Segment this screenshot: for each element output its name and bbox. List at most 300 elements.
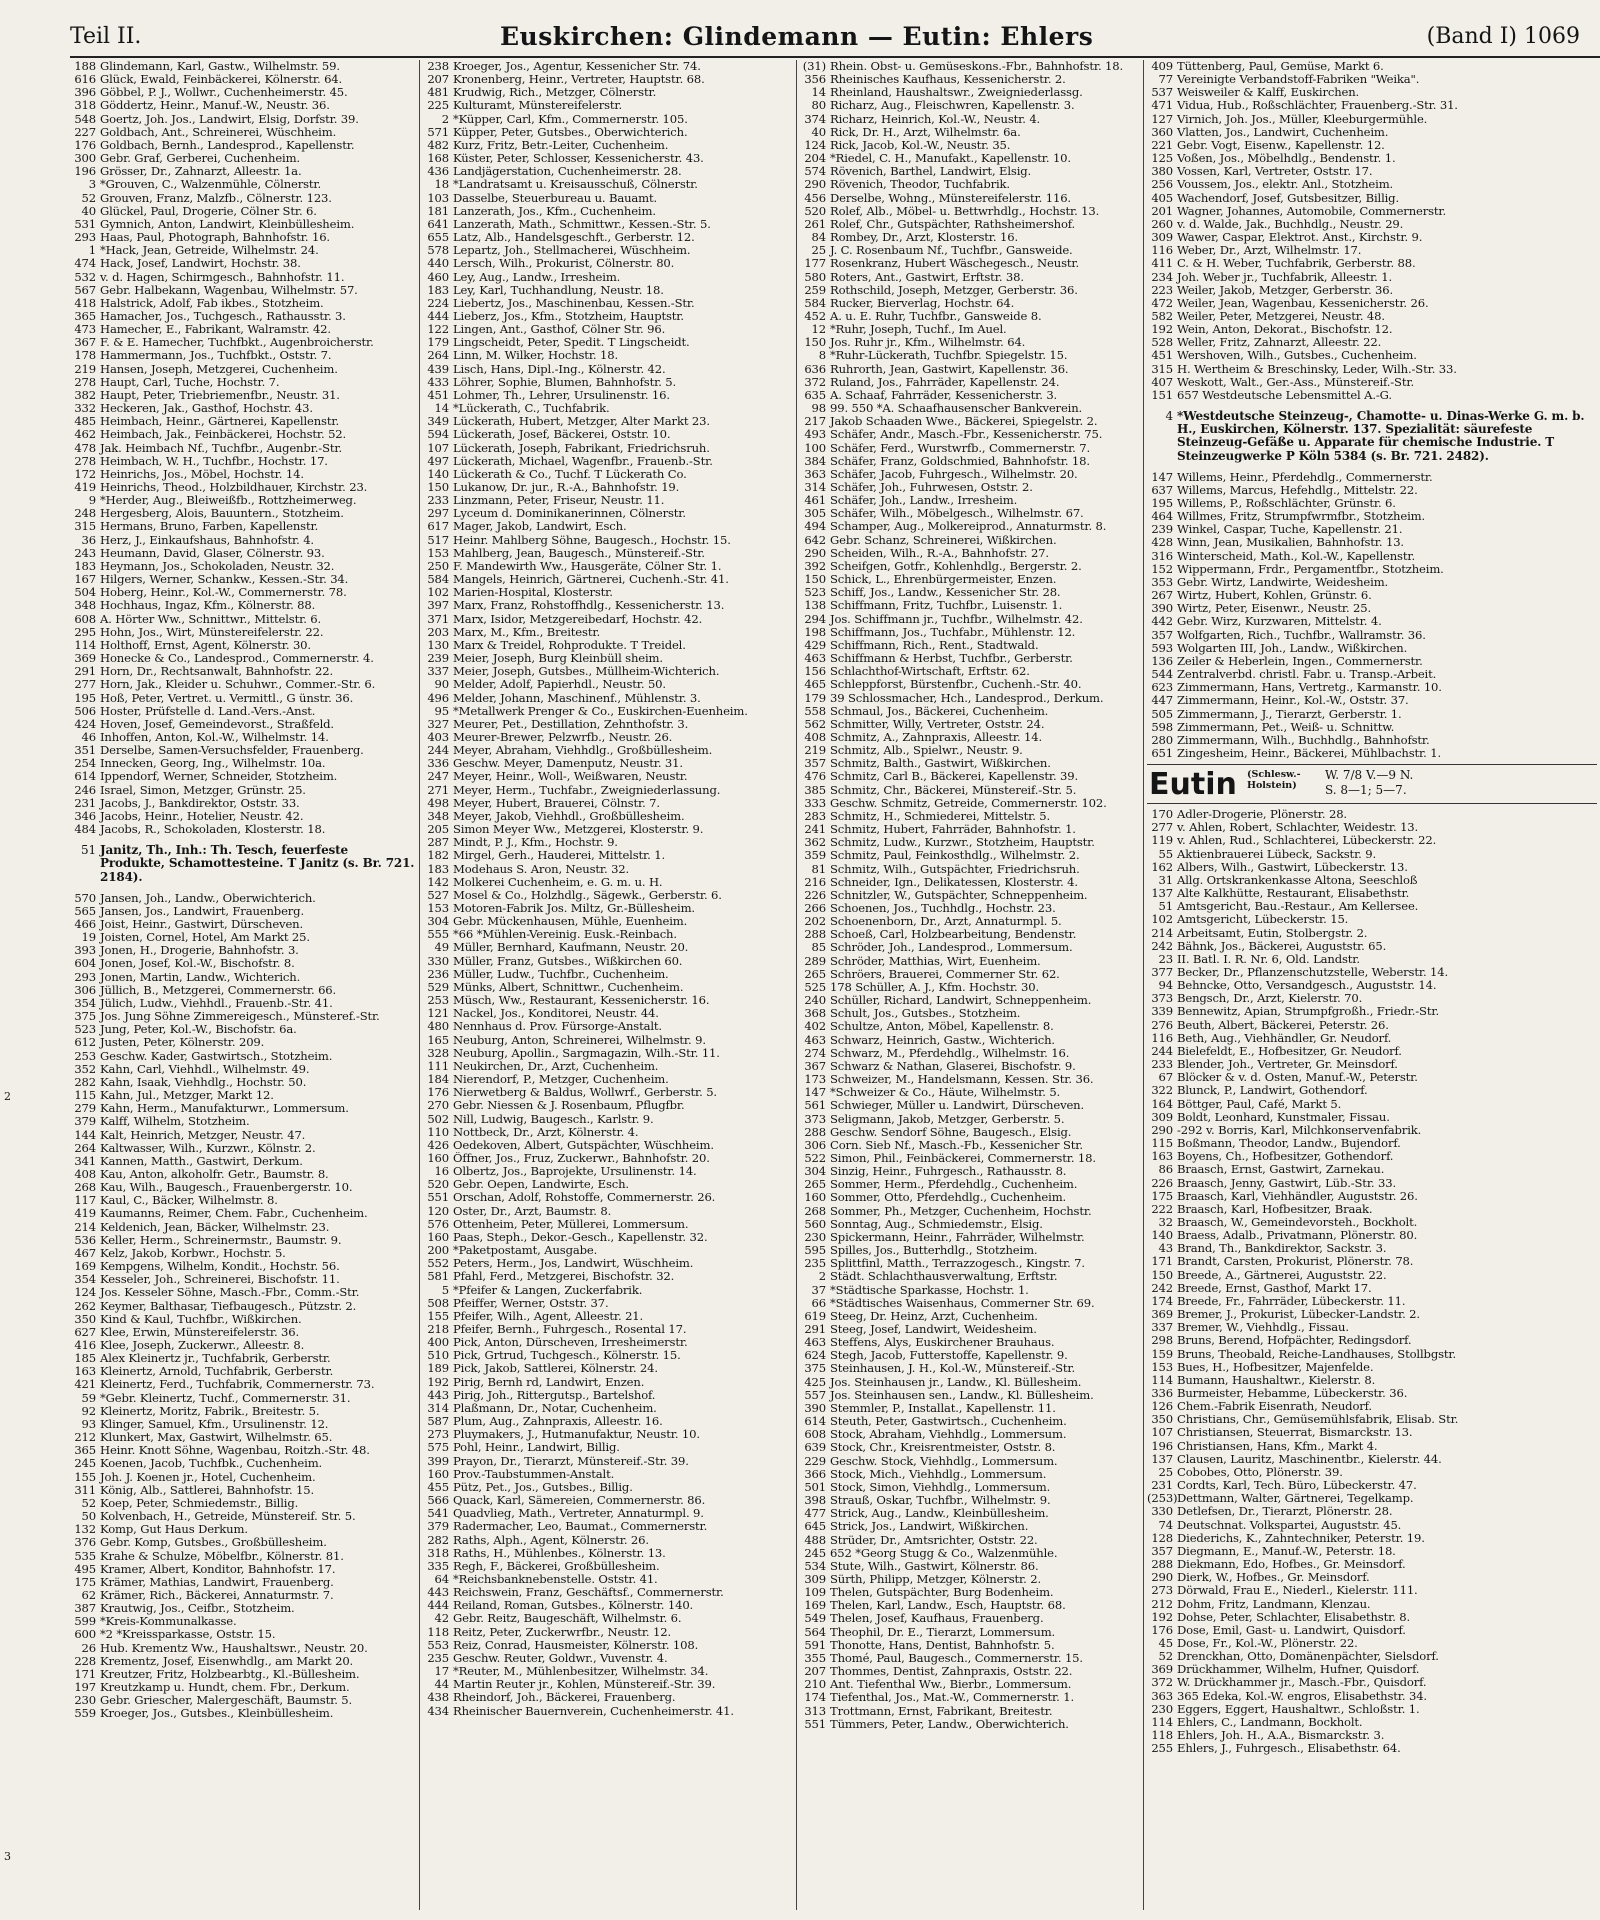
subscriber-text: Joist, Heinr., Gastwirt, Dürscheven. [100,918,304,931]
phone-number: 248 [74,507,96,521]
phone-number: 171 [74,1667,96,1681]
phone-number: 403 [427,730,449,744]
directory-entry [70,1089,416,1102]
office-hours: W. 7/8 V.—9 N. S. 8—1; 5—7. [1325,768,1414,798]
directory-entry [1147,536,1597,549]
phone-number: 170 [1151,808,1173,822]
phone-number: 520 [804,204,826,218]
directory-entry [1147,1519,1597,1532]
directory-entry [1147,1019,1597,1032]
subscriber-text: Ehlers, Joh. H., A.A., Bismarckstr. 3. [1177,1729,1385,1743]
directory-entry [1147,1150,1597,1163]
subscriber-text: Geschw. Meyer, Damenputz, Neustr. 31. [453,757,683,771]
phone-number: 529 [427,980,449,994]
directory-entry [423,152,793,165]
subscriber-text: Kelz, Jakob, Korbwr., Hochstr. 5. [100,1246,286,1260]
subscriber-text: A. Schaaf, Fahrräder, Kessenicherstr. 3. [830,388,1058,402]
phone-number: 309 [1151,1110,1173,1124]
subscriber-text: Stock, Mich., Viehhdlg., Lommersum. [830,1467,1047,1481]
subscriber-text: Schiffmann, Jos., Tuchfabr., Mühlenstr. 12. [830,625,1076,639]
directory-entry [1147,205,1597,218]
subscriber-text: F. Mandewirth Ww., Hausgeräte, Cölner Str. 1. [453,559,722,573]
subscriber-text: Stute, Wilh., Gastwirt, Kölnerstr. 86. [830,1559,1039,1573]
directory-entry [1147,1137,1597,1150]
directory-entry [800,1297,1140,1310]
phone-number: 103 [427,191,449,205]
subscriber-text: Alte Kalkhütte, Restaurant, Elisabethstr. [1177,887,1410,901]
subscriber-text: Rombey, Dr., Arzt, Klosterstr. 16. [830,231,1018,245]
directory-entry [800,1494,1140,1507]
directory-entry [800,836,1140,849]
subscriber-text: Kurz, Fritz, Betr.-Leiter, Cuchenheim. [453,138,669,152]
phone-number: 107 [427,441,449,455]
directory-entry [423,178,793,191]
subscriber-text: Böttger, Paul, Café, Markt 5. [1177,1097,1342,1111]
subscriber-text: Neuburg, Apollin., Sargmagazin, Wilh.-Str. 11. [453,1046,720,1060]
directory-entry [1147,297,1597,310]
subscriber-text: Ehlers, J., Fuhrgesch., Elisabethstr. 64. [1177,1742,1401,1756]
directory-entry [70,560,416,573]
phone-number: 169 [804,1599,826,1613]
subscriber-text: Sommer, Ph., Metzger, Cuchenheim, Hochstr. [830,1204,1092,1218]
phone-number: 265 [804,967,826,981]
phone-number: 55 [1158,847,1173,861]
directory-entry [70,757,416,770]
directory-entry [800,678,1140,691]
directory-entry [423,1034,793,1047]
subscriber-text: Braasch, Karl, Hofbesitzer, Braak. [1177,1202,1373,1216]
subscriber-text: Krämer, Mathias, Landwirt, Frauenberg. [100,1575,334,1589]
directory-entry [423,823,793,836]
phone-number: 1 [88,244,96,258]
phone-number: 642 [804,533,826,547]
subscriber-text: Melder, Adolf, Papierhdl., Neustr. 50. [453,678,666,692]
subscriber-text: Müller, Bernhard, Kaufmann, Neustr. 20. [453,941,689,955]
subscriber-text: Schmitz, Balth., Gastwirt, Wißkirchen. [830,757,1051,771]
phone-number: 261 [804,217,826,231]
phone-number: 567 [74,283,96,297]
phone-number: 242 [1151,1281,1173,1295]
subscriber-text: Voussem, Jos., elektr. Anl., Stotzheim. [1177,178,1394,192]
subscriber-text: Zimmermann, J., Tierarzt, Gerberstr. 1. [1177,707,1402,721]
directory-entry [423,297,793,310]
directory-entry [423,849,793,862]
directory-entry [70,692,416,705]
subscriber-text: Goertz, Joh. Jos., Landwirt, Elsig, Dorfstr. 39. [100,112,359,126]
phone-number: 50 [81,1510,96,1524]
directory-entry [800,731,1140,744]
directory-entry [1147,1492,1597,1505]
phone-number: 527 [427,888,449,902]
directory-entry [70,165,416,178]
directory-entry [423,981,793,994]
phone-number: 425 [804,1375,826,1389]
subscriber-text: Gebr. Oepen, Landwirte, Esch. [453,1178,629,1192]
directory-entry [423,231,793,244]
phone-number: 268 [804,1204,826,1218]
phone-number: 37 [811,1283,826,1297]
phone-number: 396 [74,86,96,100]
directory-entry [423,520,793,533]
phone-number: 402 [804,1020,826,1034]
subscriber-text: Pütz, Pet., Jos., Gutsbes., Billig. [453,1480,633,1494]
directory-entry [800,757,1140,770]
directory-entry [800,573,1140,586]
subscriber-text: Jansen, Jos., Landwirt, Frauenberg. [100,904,304,918]
directory-entry [1147,1545,1597,1558]
phone-number: 522 [804,1151,826,1165]
directory-entry [1147,966,1597,979]
phone-number: 318 [74,99,96,113]
directory-entry [70,494,416,507]
phone-number: 619 [804,1309,826,1323]
phone-number: 304 [804,1165,826,1179]
directory-entry [1147,615,1597,628]
phone-number: 226 [1151,1176,1173,1190]
phone-number: 360 [1151,125,1173,139]
directory-entry [1147,940,1597,953]
phone-number: 419 [74,481,96,494]
directory-entry [70,336,416,349]
phone-number: 227 [74,125,96,139]
directory-entry [423,1639,793,1652]
directory-entry [70,1418,416,1431]
directory-entry [423,678,793,691]
subscriber-text: *Gebr. Kleinertz, Tuchf., Commernerstr. 31. [100,1391,351,1405]
phone-number: 535 [74,1549,96,1563]
subscriber-text: König, Alb., Sattlerei, Bahnhofstr. 15. [100,1483,315,1497]
phone-number: 309 [1151,231,1173,245]
phone-number: 238 [427,60,449,73]
subscriber-text: *Westdeutsche Steinzeug-, Chamotte- u. Dinas-Werke G. m. b. H., Euskirchen, Kölnerstr. 137. Spezialität: säurefeste Steinzeug-Gefäße u. Apparate für chemische Industrie. T Steinzeugwerke P Köln 5384 (s. Br. 721. 2482). [1177,410,1585,463]
subscriber-text: Krämer, Rich., Bäckerei, Annaturmstr. 7. [100,1588,334,1602]
subscriber-text: Jüllich, B., Metzgerei, Commernerstr. 66. [100,983,337,997]
subscriber-text: Joisten, Cornel, Hotel, Am Markt 25. [100,931,310,945]
directory-entry [800,1468,1140,1481]
phone-number: 408 [74,1167,96,1181]
phone-number: 201 [1151,204,1173,218]
subscriber-text: Dose, Emil, Gast- u. Landwirt, Quisdorf. [1177,1623,1406,1637]
phone-number: 528 [1151,336,1173,350]
subscriber-text: 178 Schüller, A. J., Kfm. Hochstr. 30. [830,980,1039,994]
directory-entry [70,984,416,997]
directory-entry [1147,953,1597,966]
directory-entry [423,1507,793,1520]
subscriber-text: *Grouven, C., Walzenmühle, Cölnerstr. [100,178,322,192]
phone-number: 36 [81,533,96,547]
phone-number: 397 [427,599,449,613]
phone-number: 371 [427,612,449,626]
phone-number: 102 [1151,913,1173,927]
directory-entry [1147,1479,1597,1492]
subscriber-text: Scheiden, Wilh., R.-A., Bahnhofstr. 27. [830,546,1049,560]
subscriber-text: Mahlberg, Jean, Baugesch., Münstereif.-Str. [453,546,705,560]
phone-number: 164 [1151,1097,1173,1111]
phone-number: 362 [804,836,826,850]
directory-entry [423,1323,793,1336]
directory-entry [423,1297,793,1310]
directory-entry [70,1602,416,1615]
subscriber-text: Steffens, Alys, Euskirchener Brauhaus. [830,1336,1055,1350]
phone-number: 627 [74,1325,96,1339]
subscriber-text: Schmitz, Paul, Feinkosthdlg., Wilhelmstr. 2. [830,849,1080,863]
directory-entry [423,639,793,652]
directory-entry [423,271,793,284]
phone-number: 357 [804,757,826,771]
phone-number: 311 [74,1483,96,1497]
phone-number: 118 [1151,1729,1173,1743]
phone-number: 510 [427,1349,449,1363]
subscriber-text: Raths, Alph., Agent, Kölnerstr. 26. [453,1533,649,1547]
phone-number: 367 [804,1059,826,1073]
margin-mark: 3 [4,1850,11,1863]
subscriber-text: Linn, M. Wilker, Hochstr. 18. [453,349,618,363]
subscriber-text: Geschw. Schmitz, Getreide, Commernerstr. 102. [830,796,1107,810]
directory-entry [423,902,793,915]
directory-entry [423,1349,793,1362]
phone-number: 207 [804,1665,826,1679]
subscriber-text: Bähnk, Jos., Bäckerei, Auguststr. 65. [1177,939,1387,953]
phone-number: 59 [81,1391,96,1405]
subscriber-text: 657 Westdeutsche Lebensmittel A.-G. [1177,388,1392,402]
subscriber-text: Clausen, Lauritz, Maschinentbr., Kielerstr. 44. [1177,1452,1442,1466]
subscriber-text: Lyceum d. Dominikanerinnen, Cölnerstr. [453,507,686,521]
phone-number: 433 [427,375,449,389]
directory-entry [800,928,1140,941]
directory-entry [1147,821,1597,834]
phone-number: 109 [804,1586,826,1600]
phone-number: 409 [1151,60,1173,73]
phone-number: 348 [427,809,449,823]
subscriber-text: Melder, Johann, Maschinenf., Mühlenstr. 3. [453,691,701,705]
directory-entry [70,1168,416,1181]
subscriber-text: Peters, Herm., Jos, Landwirt, Wüschheim. [453,1257,694,1271]
directory-entry [423,626,793,639]
phone-number: 595 [804,1244,826,1258]
phone-number: 235 [804,1257,826,1271]
region-label: (Schlesw.- Holstein) [1247,769,1301,792]
directory-entry [1147,992,1597,1005]
directory-entry [800,1178,1140,1191]
subscriber-text: Schröers, Brauerei, Commerner Str. 62. [830,967,1060,981]
subscriber-text: Ant. Tiefenthal Ww., Bierbr., Lommersum. [830,1678,1072,1692]
subscriber-text: Nackel, Jos., Konditorei, Neustr. 44. [453,1007,659,1021]
directory-entry [423,205,793,218]
phone-number: 205 [427,823,449,837]
phone-number: 160 [804,1191,826,1205]
subscriber-text: Braasch, W., Gemeindevorsteh., Bockholt. [1177,1215,1418,1229]
phone-number: 608 [74,612,96,626]
directory-entry [423,692,793,705]
subscriber-text: Schmitz, H., Schmiederei, Mittelstr. 5. [830,809,1051,823]
subscriber-text: Zimmermann, Heinr., Kol.-W., Oststr. 37. [1177,694,1409,708]
phone-number: 372 [1151,1676,1173,1690]
subscriber-text: Quadvlieg, Math., Vertreter, Annaturmpl. 9. [453,1507,704,1521]
directory-entry [1147,1203,1597,1216]
phone-number: 276 [1151,1018,1173,1032]
subscriber-text: Wagner, Johannes, Automobile, Commernerstr. [1177,204,1447,218]
phone-number: 496 [427,691,449,705]
phone-number: 45 [1158,1636,1173,1650]
subscriber-text: Lückerath & Co., Tuchf. T Lückerath Co. [453,467,687,481]
subscriber-text: Kleinertz, Moritz, Fabrik., Breitestr. 5. [100,1404,320,1418]
phone-number: 562 [804,717,826,731]
directory-entry [70,1194,416,1207]
directory-entry [423,60,793,73]
phone-number: 531 [74,217,96,231]
phone-number: 288 [804,1125,826,1139]
subscriber-text: Sonntag, Aug., Schmiedemstr., Elsig. [830,1217,1043,1231]
subscriber-text: Kesseler, Joh., Schreinerei, Bischofstr. 11. [100,1273,340,1287]
phone-number: 119 [1151,834,1173,848]
directory-entry [70,1457,416,1470]
phone-number: 216 [804,875,826,889]
subscriber-text: Steinhausen, J. H., Kol.-W., Münstereif.-Str. [830,1362,1076,1376]
phone-number: 147 [1151,470,1173,484]
subscriber-text: Horn, Jak., Kleider u. Schuhwr., Commer.-Str. 6. [100,678,376,692]
phone-number: 316 [1151,549,1173,563]
directory-entry [800,534,1140,547]
directory-entry [1147,376,1597,389]
subscriber-text: Klee, Erwin, Münstereifelerstr. 36. [100,1325,300,1339]
phone-number: 498 [427,796,449,810]
subscriber-text: Thelen, Karl, Landw., Esch, Hauptstr. 68. [830,1599,1066,1613]
phone-number: 465 [804,678,826,692]
phone-number: 574 [804,165,826,179]
phone-number: 578 [427,244,449,258]
subscriber-text: Krudwig, Rich., Metzger, Cölnerstr. [453,86,657,100]
directory-entry [70,626,416,639]
directory-entry [423,968,793,981]
directory-entry [800,165,1140,178]
directory-entry [70,178,416,191]
directory-entry [800,1560,1140,1573]
phone-number: 400 [427,1336,449,1350]
phone-number: 124 [804,138,826,152]
subscriber-text: Meier, Joseph, Burg Kleinbüll sheim. [453,652,663,666]
phone-number: 160 [427,1151,449,1165]
phone-number: 558 [804,704,826,718]
phone-number: 147 [804,1086,826,1100]
subscriber-text: Münks, Albert, Schnittwr., Cuchenheim. [453,980,684,994]
directory-entry [423,1560,793,1573]
subscriber-text: Thommes, Dentist, Zahnpraxis, Oststr. 22. [830,1665,1073,1679]
phone-number: 356 [804,73,826,87]
subscriber-text: Müller, Franz, Gutsbes., Wißkirchen 60. [453,954,683,968]
subscriber-text: Wolgarten III, Joh., Landw., Wißkirchen. [1177,641,1408,655]
phone-number: 150 [1151,1268,1173,1282]
directory-entry [423,244,793,257]
directory-entry [800,60,1140,73]
subscriber-text: Richarz, Aug., Fleischwren, Kapellenstr. 3. [830,99,1075,113]
subscriber-text: Heckeren, Jak., Gasthof, Hochstr. 43. [100,402,313,416]
directory-entry [1147,271,1597,284]
directory-entry [800,1126,1140,1139]
subscriber-text: *Riedel, C. H., Manufakt., Kapellenstr. 10. [830,152,1071,166]
directory-entry [800,376,1140,389]
subscriber-text: -292 v. Borris, Karl, Milchkonservenfabrik. [1177,1123,1422,1137]
phone-number: 557 [804,1388,826,1402]
directory-entry [800,99,1140,112]
subscriber-text: Janitz, Th., Inh.: Th. Tesch, feuerfeste Produkte, Schamottesteine. T Janitz (s. Br. 721. 2184). [100,844,415,884]
phone-number: 142 [427,875,449,889]
directory-entry [1147,126,1597,139]
directory-entry [423,1126,793,1139]
phone-number: 137 [1151,887,1173,901]
directory-entry [70,1155,416,1168]
subscriber-text: Adler-Drogerie, Plönerstr. 28. [1177,808,1347,822]
directory-entry [1147,1453,1597,1466]
subscriber-text: Schmitz, Chr., Bäckerei, Münstereif.-Str. 5. [830,783,1077,797]
phone-number: 230 [1151,1702,1173,1716]
subscriber-text: Thomé, Paul, Baugesch., Commernerstr. 15. [830,1651,1083,1665]
phone-number: 260 [1151,217,1173,231]
subscriber-text: Wirtz, Hubert, Kohlen, Grünstr. 6. [1177,589,1372,603]
directory-entry [70,205,416,218]
subscriber-text: Heimbach, Jak., Feinbäckerei, Hochstr. 52. [100,428,347,442]
directory-entry [70,931,416,944]
phone-number: 587 [427,1415,449,1429]
directory-entry [800,797,1140,810]
directory-entry [423,257,793,270]
directory-entry [70,586,416,599]
subscriber-text: Willems, Marcus, Hefehdlg., Mittelstr. 22. [1177,483,1418,497]
directory-entry [423,113,793,126]
phone-number: 488 [804,1533,826,1547]
subscriber-text: Tüttenberg, Paul, Gemüse, Markt 6. [1177,60,1384,73]
directory-entry [423,1534,793,1547]
subscriber-text: Breede, Fr., Fahrräder, Lübeckerstr. 11. [1177,1294,1406,1308]
directory-entry [70,1207,416,1220]
phone-number: 43 [1158,1242,1173,1256]
subscriber-text: Zimmermann, Pet., Weiß- u. Schnittw. [1177,720,1395,734]
phone-number: 254 [74,757,96,771]
phone-number: 485 [74,415,96,429]
phone-number: 288 [1151,1558,1173,1572]
subscriber-text: Schmaul, Jos., Bäckerei, Cuchenheim. [830,704,1049,718]
phone-number: 582 [1151,309,1173,323]
directory-entry [1147,1229,1597,1242]
subscriber-text: Oedekoven, Albert, Gutspächter, Wüschheim. [453,1138,714,1152]
phone-number: 641 [427,217,449,231]
directory-entry [70,1260,416,1273]
directory-entry [800,1073,1140,1086]
phone-number: 51 [1158,900,1173,914]
spacer [1147,402,1597,410]
phone-number: 332 [74,402,96,416]
subscriber-text: Lückerath, Michael, Wagenfbr., Frauenb.-Str. [453,454,713,468]
subscriber-text: Mangels, Heinrich, Gärtnerei, Cuchenh.-Str. 41. [453,573,729,587]
phone-number: 239 [427,652,449,666]
directory-entry [70,770,416,783]
phone-number: 153 [427,902,449,915]
directory-entry [800,613,1140,626]
subscriber-text: Schäfer, Joh., Fuhrwesen, Oststr. 2. [830,481,1033,494]
phone-number: 440 [427,257,449,271]
directory-entry [423,126,793,139]
phone-number: 8 [818,349,826,363]
subscriber-text: Israel, Simon, Metzger, Grünstr. 25. [100,783,306,797]
phone-number: 67 [1158,1071,1173,1085]
subscriber-text: Göddertz, Heinr., Manuf.-W., Neustr. 36. [100,99,330,113]
phone-number: 544 [1151,668,1173,682]
subscriber-text: Gebr. Griescher, Malergeschäft, Baumstr. 5. [100,1694,353,1708]
directory-entry [423,994,793,1007]
subscriber-text: Pfeiffer, Werner, Oststr. 37. [453,1296,609,1310]
phone-number: 282 [74,1075,96,1089]
subscriber-text: Lückerath, Josef, Bäckerei, Oststr. 10. [453,428,671,442]
subscriber-text: Marx, Isidor, Metzgereibedarf, Hochstr. 42. [453,612,703,626]
